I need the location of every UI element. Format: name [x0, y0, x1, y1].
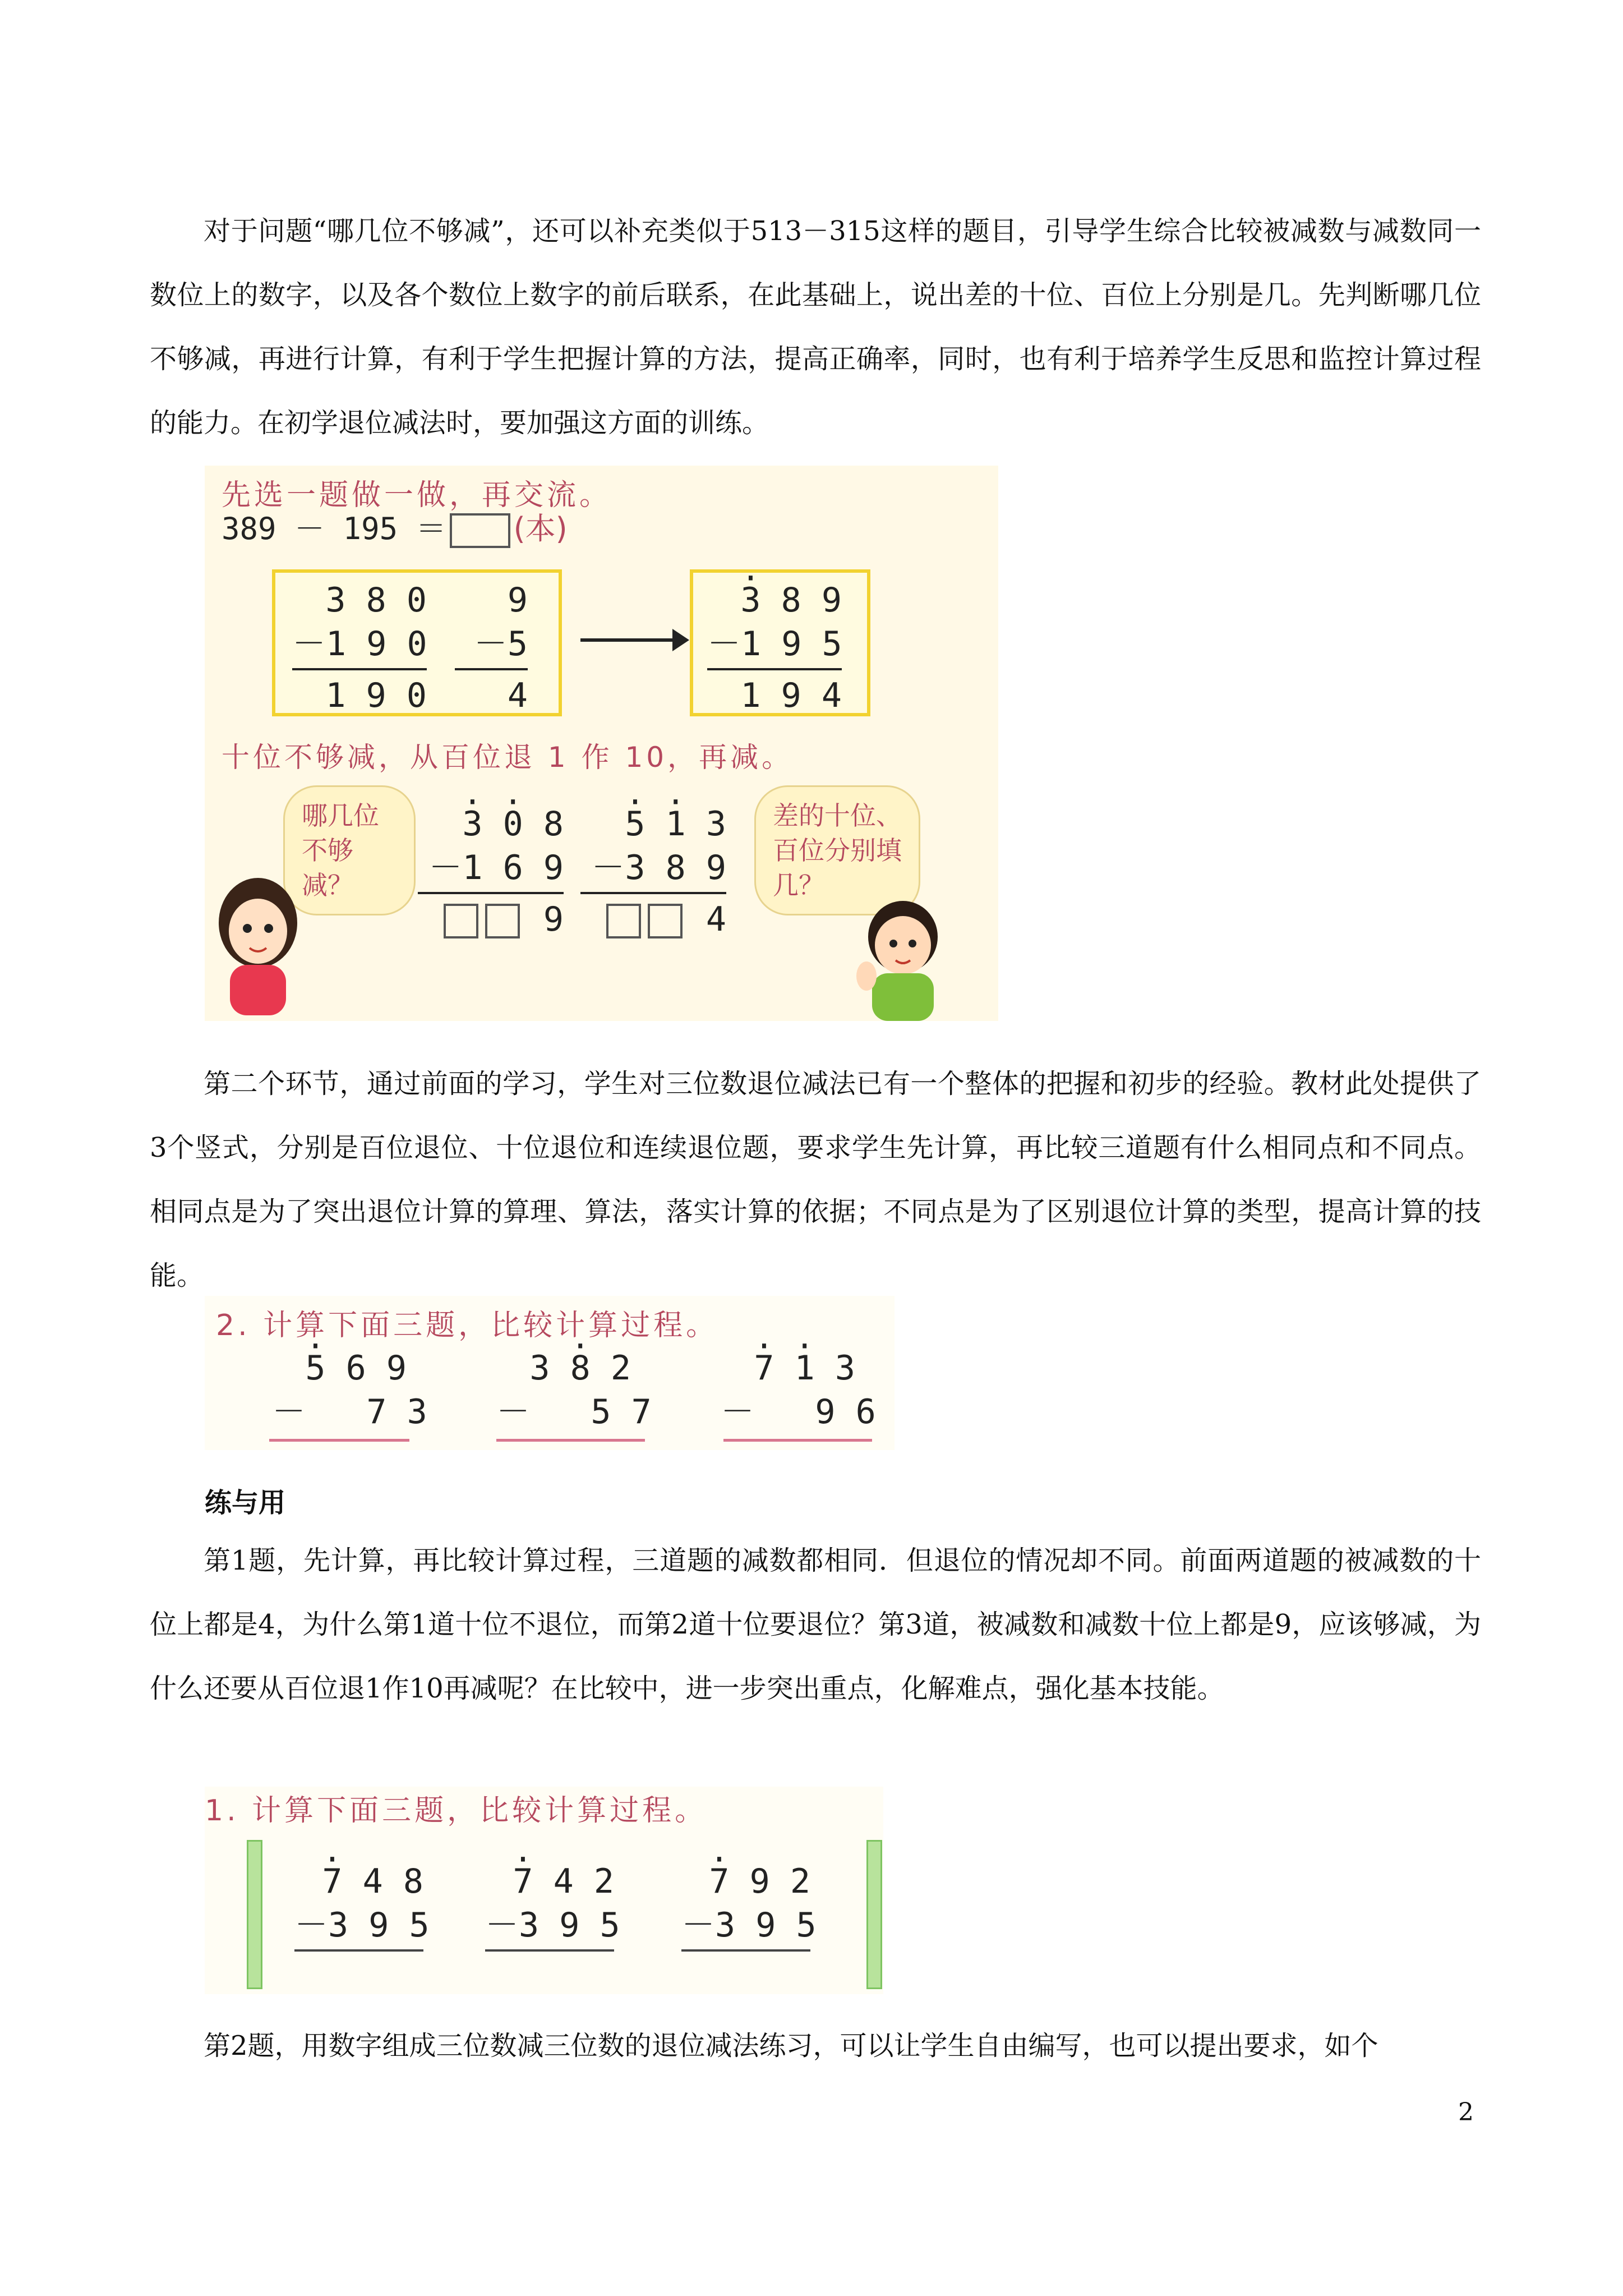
calc-digit: 6 9: [345, 1349, 407, 1388]
calc-row: [580, 898, 726, 941]
calc-382-57: [496, 1346, 652, 1434]
calc-rule: [455, 668, 528, 670]
calc-digit: · 5: [625, 804, 645, 844]
underline: [723, 1439, 872, 1442]
calc-digit: 8 9: [781, 581, 842, 620]
calc-digit: 2: [590, 1349, 631, 1388]
calc-row: 4: [507, 676, 528, 715]
calc-row: － 5 7: [496, 1392, 652, 1432]
calc-row: [496, 1346, 631, 1390]
calc-rule: [681, 1949, 810, 1952]
green-bar-right: [866, 1840, 882, 1989]
calc-digit: 9: [543, 900, 564, 939]
equation-text: 389 － 195 ＝: [222, 511, 446, 546]
figure-three-problems: [205, 1296, 895, 1450]
calc-row: 1 9 0: [325, 676, 427, 715]
figure-note: 十位不够减，从百位退 1 作 10，再减。: [222, 741, 794, 774]
calc-digit: · 3: [462, 804, 482, 844]
calc-digit: 3: [706, 804, 726, 844]
calc-row: [485, 1860, 614, 1903]
calc-513-389: [580, 802, 726, 941]
calc-digit: 4 2: [553, 1862, 614, 1901]
calc-hundreds-tens: [292, 578, 427, 717]
calc-row: [272, 1346, 407, 1390]
calc-digit: 3: [834, 1349, 855, 1388]
answer-box: [444, 904, 478, 938]
figure-title: 1. 计算下面三题，比较计算过程。: [205, 1794, 708, 1828]
calc-713-96: [721, 1346, 876, 1434]
calc-digit: 4 8: [362, 1862, 423, 1901]
calc-rule: [292, 668, 427, 670]
calc-digit: 9 2: [749, 1862, 810, 1901]
calc-rule: [294, 1949, 423, 1952]
calc-row: － 7 3: [272, 1392, 427, 1432]
calc-row: [681, 1860, 810, 1903]
calc-digit: · 7: [513, 1862, 533, 1901]
calc-row: 3 8 0: [325, 581, 427, 620]
underline: [496, 1439, 645, 1442]
calc-row: [418, 802, 564, 846]
calc-digit: · 0: [503, 804, 523, 844]
calc-742-395: [485, 1860, 620, 1955]
calc-row: [580, 802, 726, 846]
calc-vertical: [707, 578, 842, 717]
figure-title: 先选一题做一做，再交流。: [222, 478, 612, 512]
calc-row: －3 8 9: [591, 848, 726, 887]
calc-rule: [707, 668, 842, 670]
answer-box: [485, 904, 520, 938]
calc-569-73: [272, 1346, 427, 1434]
equation-unit: (本): [513, 511, 568, 546]
girl-illustration: [210, 869, 306, 1015]
calc-row: 9: [507, 581, 528, 620]
calc-digit: · 3: [740, 581, 760, 620]
figure-compare-problems: [205, 1787, 883, 1994]
calc-row: －3 9 5: [294, 1906, 430, 1945]
calc-digit: · 1: [666, 804, 686, 844]
calc-digit: · 1: [795, 1349, 815, 1388]
calc-row: －1 9 0: [292, 624, 427, 664]
green-bar-left: [247, 1840, 262, 1989]
calc-792-395: [681, 1860, 817, 1955]
calc-row: －1 9 5: [707, 624, 842, 664]
calc-rule: [485, 1949, 614, 1952]
section-heading: 练与用: [205, 1487, 286, 1519]
calc-row: [418, 898, 564, 941]
paragraph-practice-1: 第1题，先计算，再比较计算过程，三道题的减数都相同．但退位的情况却不同。前面两道题的被减数的十位上都是4，为什么第1道十位不退位，而第2道十位要退位？第3道，被减数和减数十位上都是9，应该够减，为什么还要从百位退1作10再减呢？在比较中，进一步突出重点，化解难点，强化基本技能。: [150, 1545, 1481, 1704]
calc-row: －3 9 5: [485, 1906, 620, 1945]
underline: [269, 1439, 409, 1442]
answer-box: [648, 904, 683, 938]
calc-row: [294, 1860, 423, 1903]
calc-digit: · 5: [305, 1349, 325, 1388]
calc-row: [721, 1346, 855, 1390]
calc-digit: 8: [543, 804, 564, 844]
calc-digit: · 7: [754, 1349, 774, 1388]
paragraph-practice-2: 第2题，用数字组成三位数减三位数的退位减法练习，可以让学生自由编写，也可以提出要求，如个: [204, 2030, 1378, 2062]
bubble-text: 哪几位不够减？: [302, 800, 379, 900]
arrow-icon: [580, 638, 676, 642]
boy-illustration: [850, 892, 951, 1021]
calc-748-395: [294, 1860, 430, 1955]
calc-row: [707, 578, 842, 622]
answer-box: [606, 904, 641, 938]
calc-digit: · 7: [322, 1862, 342, 1901]
calc-row: －5: [473, 624, 528, 664]
calc-row: － 9 6: [721, 1392, 876, 1432]
figure-title: 2. 计算下面三题，比较计算过程。: [216, 1309, 719, 1342]
paragraph-second-stage: 第二个环节，通过前面的学习，学生对三位数退位减法已有一个整体的把握和初步的经验。教材此处提供了3个竖式，分别是百位退位、十位退位和连续退位题，要求学生先计算，再比较三道题有什么相同点和不同点。相同点是为了突出退位计算的算理、算法，落实计算的依据；不同点是为了区别退位计算的类型，提高计算的技能。: [150, 1068, 1481, 1291]
calc-row: 1 9 4: [740, 676, 842, 715]
calc-308-169: [418, 802, 564, 941]
calc-rule: [580, 892, 726, 894]
bubble-text: 差的十位、百位分别填几？: [773, 800, 902, 900]
calc-digit: · 7: [709, 1862, 729, 1901]
calc-row: －1 6 9: [428, 848, 564, 887]
yellow-box-split: [272, 569, 562, 716]
figure-subtraction-exchange: [205, 466, 998, 1021]
calc-digit: 3: [529, 1349, 570, 1388]
calc-row: －3 9 5: [681, 1906, 817, 1945]
answer-box: [450, 513, 510, 548]
yellow-box-vertical: [690, 569, 870, 716]
calc-digit: · 8: [570, 1349, 591, 1388]
paragraph-intro: 对于问题“哪几位不够减”，还可以补充类似于513－315这样的题目，引导学生综合比较被减数与减数同一数位上的数字，以及各个数位上数字的前后联系，在此基础上，说出差的十位、百位上分别是几。先判断哪几位不够减，再进行计算，有利于学生把握计算的方法，提高正确率，同时，也有利于培养学生反思和监控计算过程的能力。在初学退位减法时，要加强这方面的训练。: [150, 215, 1481, 439]
page-number: 2: [1458, 2098, 1474, 2127]
equation-line: [222, 505, 568, 548]
calc-rule: [418, 892, 564, 894]
calc-ones: [455, 578, 528, 717]
calc-digit: 4: [706, 900, 726, 939]
